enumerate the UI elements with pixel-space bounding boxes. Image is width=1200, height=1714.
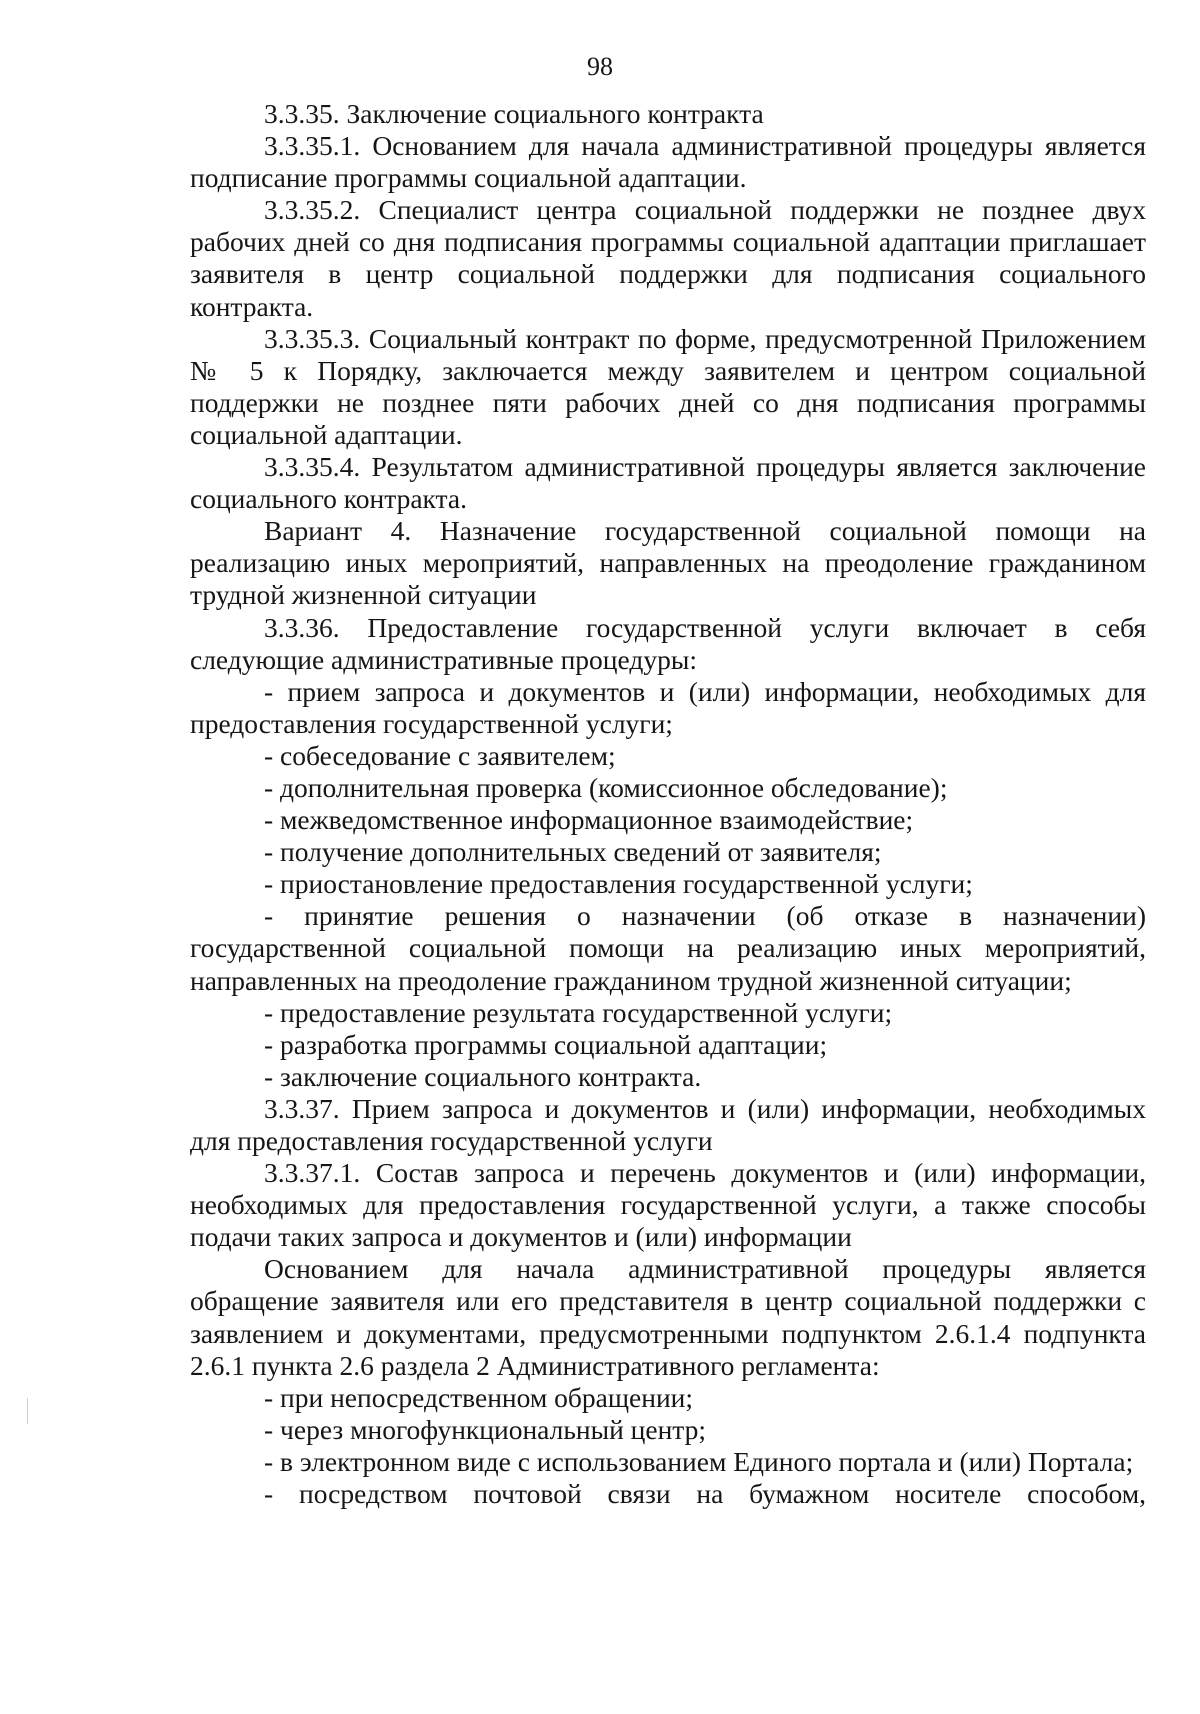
paragraph: 3.3.35. Заключение социального контракта xyxy=(264,98,764,129)
paragraph: Вариант 4. Назначение государственной социальной помощи на реализацию иных мероприятий, направленных на преодоление гражданином трудной жизненной ситуации xyxy=(190,515,1146,611)
paragraph: - через многофункциональный центр; xyxy=(264,1413,707,1445)
paragraph: - дополнительная проверка (комиссионное обследование); xyxy=(264,771,948,803)
paragraph: - при непосредственном обращении; xyxy=(264,1381,694,1413)
paragraph: 3.3.35.1. Основанием для начала административной процедуры является подписание программы социальной адаптации. xyxy=(190,130,1146,194)
paragraph: - предоставление результата государственной услуги; xyxy=(264,996,893,1028)
paragraph: 3.3.37.1. Состав запроса и перечень документов и (или) информации, необходимых для предоставления государственной услуги, а также способы подачи таких запроса и документов и (или) информации xyxy=(190,1157,1146,1253)
paragraph: - заключение социального контракта. xyxy=(264,1060,702,1092)
paragraph: - посредством почтовой связи на бумажном носителе способом, xyxy=(264,1478,1146,1510)
paragraph: 3.3.35.3. Социальный контракт по форме, предусмотренной Приложением № 5 к Порядку, заключается между заявителем и центром социальной поддержки не позднее пяти рабочих дней со дня подписания программы социальной адаптации. xyxy=(190,322,1146,450)
paragraph: - приостановление предоставления государственной услуги; xyxy=(264,868,973,900)
paragraph: - в электронном виде с использованием Единого портала и (или) Портала; xyxy=(264,1445,1134,1477)
scan-artifact xyxy=(27,1398,28,1424)
paragraph: - прием запроса и документов и (или) информации, необходимых для предоставления государственной услуги; xyxy=(190,675,1146,739)
paragraph: - разработка программы социальной адаптации; xyxy=(264,1028,828,1060)
paragraph: - принятие решения о назначении (об отказе в назначении) государственной социальной помощи на реализацию иных мероприятий, направленных на преодоление гражданином трудной жизненной ситуации; xyxy=(190,900,1146,996)
paragraph: Основанием для начала административной процедуры является обращение заявителя или его представителя в центр социальной поддержки с заявлением и документами, предусмотренными подпунктом 2.6.1.4 подпункта 2.6.1 пункта 2.6 раздела 2 Административного регламента: xyxy=(190,1253,1146,1381)
paragraph: 3.3.37. Прием запроса и документов и (или) информации, необходимых для предоставления государственной услуги xyxy=(190,1092,1146,1156)
paragraph: - собеседование с заявителем; xyxy=(264,739,616,771)
paragraph: - межведомственное информационное взаимодействие; xyxy=(264,804,914,836)
page-number: 98 xyxy=(587,52,613,81)
document-body xyxy=(190,98,1146,1510)
paragraph: 3.3.35.4. Результатом административной процедуры является заключение социального контракта. xyxy=(190,451,1146,515)
paragraph: 3.3.35.2. Специалист центра социальной поддержки не позднее двух рабочих дней со дня подписания программы социальной адаптации приглашает заявителя в центр социальной поддержки для подписания социального контракта. xyxy=(190,194,1146,322)
paragraph: - получение дополнительных сведений от заявителя; xyxy=(264,836,882,868)
paragraph: 3.3.36. Предоставление государственной услуги включает в себя следующие административные процедуры: xyxy=(190,611,1146,675)
